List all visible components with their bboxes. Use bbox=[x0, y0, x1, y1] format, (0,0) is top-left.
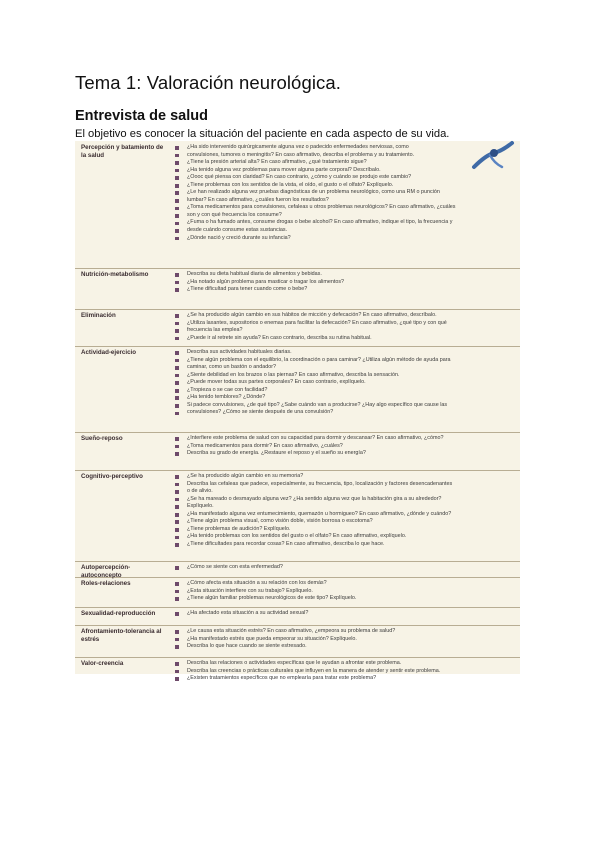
list-item: ¿Cómo afecta esta situación a su relación con los demás? bbox=[175, 580, 514, 588]
list-item: ¿Puede mover todas sus partes corporales? En caso contrario, explíquelo. bbox=[175, 379, 514, 387]
list-item: caminar, como un bastón o andador? bbox=[175, 364, 514, 372]
list-item: son y con qué frecuencia los consume? bbox=[175, 212, 514, 220]
intro-text: El objetivo es conocer la situación del paciente en cada aspecto de su vida. bbox=[75, 128, 450, 140]
list-item: ¿Tiene dificultad para tener cuando come o bebe? bbox=[175, 286, 514, 294]
list-item: ¿Cómo se siente con esta enfermedad? bbox=[175, 564, 514, 572]
table-row bbox=[75, 141, 520, 269]
row-category: Eliminación bbox=[81, 312, 116, 319]
row-items bbox=[175, 144, 514, 242]
table-row bbox=[75, 432, 520, 471]
table-row bbox=[75, 470, 520, 562]
list-item: ¿Esta situación interfiere con su trabajo? Explíquelo. bbox=[175, 588, 514, 596]
list-item: ¿Puede ir al retrete sin ayuda? En caso contrario, describa su rutina habitual. bbox=[175, 335, 514, 343]
list-item: ¿Tiene problemas de audición? Explíquelo. bbox=[175, 526, 514, 534]
list-item: ¿Toma medicamentos para convulsiones, cefaleas u otros problemas neurológicos? En caso afirmativo, ¿cuáles bbox=[175, 204, 514, 212]
list-item: ¿Tiene algún familiar problemas neurológicos de este tipo? Explíquelo. bbox=[175, 595, 514, 603]
row-items bbox=[175, 312, 514, 342]
row-items bbox=[175, 660, 514, 683]
list-item: ¿Ha manifestado estrés que pueda empeorar su situación? Explíquelo. bbox=[175, 636, 514, 644]
list-item: ¿Se ha producido algún cambio en sus hábitos de micción y defecación? En caso afirmativo, descríbalo. bbox=[175, 312, 514, 320]
row-items bbox=[175, 271, 514, 294]
list-item: ¿Existen tratamientos específicos que no emplearía para tratar este problema? bbox=[175, 675, 514, 683]
row-category: Sueño-reposo bbox=[81, 435, 123, 442]
list-item: ¿Ha notado algún problema para masticar o tragar los alimentos? bbox=[175, 279, 514, 287]
health-interview-table bbox=[75, 141, 520, 682]
list-item: ¿Tiene algún problema visual, como visión doble, visión borrosa o escotoma? bbox=[175, 518, 514, 526]
row-items bbox=[175, 564, 514, 572]
list-item: o de alivio. bbox=[175, 488, 514, 496]
table-row bbox=[75, 346, 520, 433]
list-item: convulsiones, tumores o meningitis? En caso afirmativo, describa el problema y su tratamiento. bbox=[175, 152, 514, 160]
table-row bbox=[75, 607, 520, 626]
list-item: lumbar? En caso afirmativo, ¿cuáles fueron los resultados? bbox=[175, 197, 514, 205]
list-item: Describa su dieta habitual diaria de alimentos y bebidas. bbox=[175, 271, 514, 279]
list-item: ¿Fuma o ha fumado antes, consume drogas o bebe alcohol? En caso afirmativo, indique el tipo, la frecuencia y bbox=[175, 219, 514, 227]
list-item: Describa las creencias o prácticas culturales que influyen en la manera de atender y sentir este problema. bbox=[175, 668, 514, 676]
list-item: ¿Ha manifestado alguna vez entumecimiento, quemazón u hormigueo? En caso afirmativo, ¿dónde y cuándo? bbox=[175, 511, 514, 519]
row-category: Autopercepción-autoconcepto bbox=[81, 564, 131, 579]
list-item: ¿Interfiere este problema de salud con su capacidad para dormir y descansar? En caso afirmativo, ¿cómo? bbox=[175, 435, 514, 443]
list-item: Describa las cefaleas que padece, especialmente, su frecuencia, tipo, localización y factores desencadenantes bbox=[175, 481, 514, 489]
list-item: ¿Ha sido intervenido quirúrgicamente alguna vez o padecido enfermedades nerviosas, como bbox=[175, 144, 514, 152]
table-row bbox=[75, 309, 520, 347]
list-item: Describa sus actividades habituales diarias. bbox=[175, 349, 514, 357]
row-category: Valor-creencia bbox=[81, 660, 124, 667]
row-category: Nutrición-metabolismo bbox=[81, 271, 149, 278]
table-row bbox=[75, 625, 520, 658]
list-item: ¿Tiene la presión arterial alta? En caso afirmativo, ¿qué tratamiento sigue? bbox=[175, 159, 514, 167]
table-row bbox=[75, 561, 520, 578]
list-item: ¿Ha tenido temblores? ¿Dónde? bbox=[175, 394, 514, 402]
list-item: ¿Toma medicamentos para dormir? En caso afirmativo, ¿cuáles? bbox=[175, 443, 514, 451]
row-category: Afrontamiento-tolerancia al estrés bbox=[81, 628, 162, 643]
list-item: ¿Oooc qué piensa con claridad? En caso contrario, ¿cómo y cuándo se produjo este cambio? bbox=[175, 174, 514, 182]
table-row bbox=[75, 577, 520, 608]
row-items bbox=[175, 628, 514, 651]
list-item: ¿Ha tenido alguna vez problemas para mover alguna parte corporal? Descríbalo. bbox=[175, 167, 514, 175]
list-item: ¿Ha afectado esta situación a su actividad sexual? bbox=[175, 610, 514, 618]
row-items bbox=[175, 349, 514, 417]
list-item: ¿Siente debilidad en los brazos o las piernas? En caso afirmativo, describa la sensación. bbox=[175, 372, 514, 380]
list-item: ¿Tiene algún problema con el equilibrio, la coordinación o para caminar? ¿Utiliza algún método de ayuda para bbox=[175, 357, 514, 365]
list-item: ¿Tiene dificultades para recordar cosas? En caso afirmativo, describa lo que hace. bbox=[175, 541, 514, 549]
page-title: Tema 1: Valoración neurológica. bbox=[75, 72, 342, 93]
table-row bbox=[75, 657, 520, 682]
list-item: Describa su grado de energía. ¿Restaure el reposo y el sueño su energía? bbox=[175, 450, 514, 458]
table-row bbox=[75, 268, 520, 310]
list-item: ¿Dónde nació y creció durante su infancia? bbox=[175, 235, 514, 243]
row-items bbox=[175, 435, 514, 458]
list-item: Describa lo que hace cuando se siente estresado. bbox=[175, 643, 514, 651]
row-category: Actividad-ejercicio bbox=[81, 349, 137, 356]
list-item: ¿Le causa esta situación estrés? En caso afirmativo, ¿empeora su problema de salud? bbox=[175, 628, 514, 636]
list-item: ¿Tiene problemas con los sentidos de la vista, el oído, el gusto o el olfato? Explíquelo. bbox=[175, 182, 514, 190]
list-item: frecuencia las emplea? bbox=[175, 327, 514, 335]
list-item: ¿Tropieza o se cae con facilidad? bbox=[175, 387, 514, 395]
list-item: convulsiones? ¿Cómo se siente después de una convulsión? bbox=[175, 409, 514, 417]
list-item: Si padece convulsiones, ¿de qué tipo? ¿Sabe cuándo van a producirse? ¿Hay algo específico que cause las bbox=[175, 402, 514, 410]
section-title: Entrevista de salud bbox=[75, 108, 208, 124]
row-category: Percepción y batamiento de la salud bbox=[81, 144, 164, 159]
list-item: ¿Le han realizado alguna vez pruebas diagnósticas de un problema neurológico, como una RM o punción bbox=[175, 189, 514, 197]
list-item: Explíquelo. bbox=[175, 503, 514, 511]
row-category: Cognitivo-perceptivo bbox=[81, 473, 143, 480]
row-items bbox=[175, 610, 514, 618]
list-item: ¿Se ha producido algún cambio en su memoria? bbox=[175, 473, 514, 481]
row-items bbox=[175, 473, 514, 548]
list-item: desde cuándo consume estas sustancias. bbox=[175, 227, 514, 235]
list-item: ¿Se ha mareado o desmayado alguna vez? ¿Ha sentido alguna vez que la habitación gira a su alrededor? bbox=[175, 496, 514, 504]
list-item: ¿Ha tenido problemas con los sentidos del gusto o el olfato? En caso afirmativo, explíquelo. bbox=[175, 533, 514, 541]
row-items bbox=[175, 580, 514, 603]
row-category: Sexualidad-reproducción bbox=[81, 610, 156, 617]
row-category: Roles-relaciones bbox=[81, 580, 131, 587]
list-item: Describa las relaciones o actividades específicas que le ayudan a afrontar este problema. bbox=[175, 660, 514, 668]
list-item: ¿Utiliza laxantes, supositorios o enemas para facilitar la defecación? En caso afirmativo, ¿qué tipo y con qué bbox=[175, 320, 514, 328]
